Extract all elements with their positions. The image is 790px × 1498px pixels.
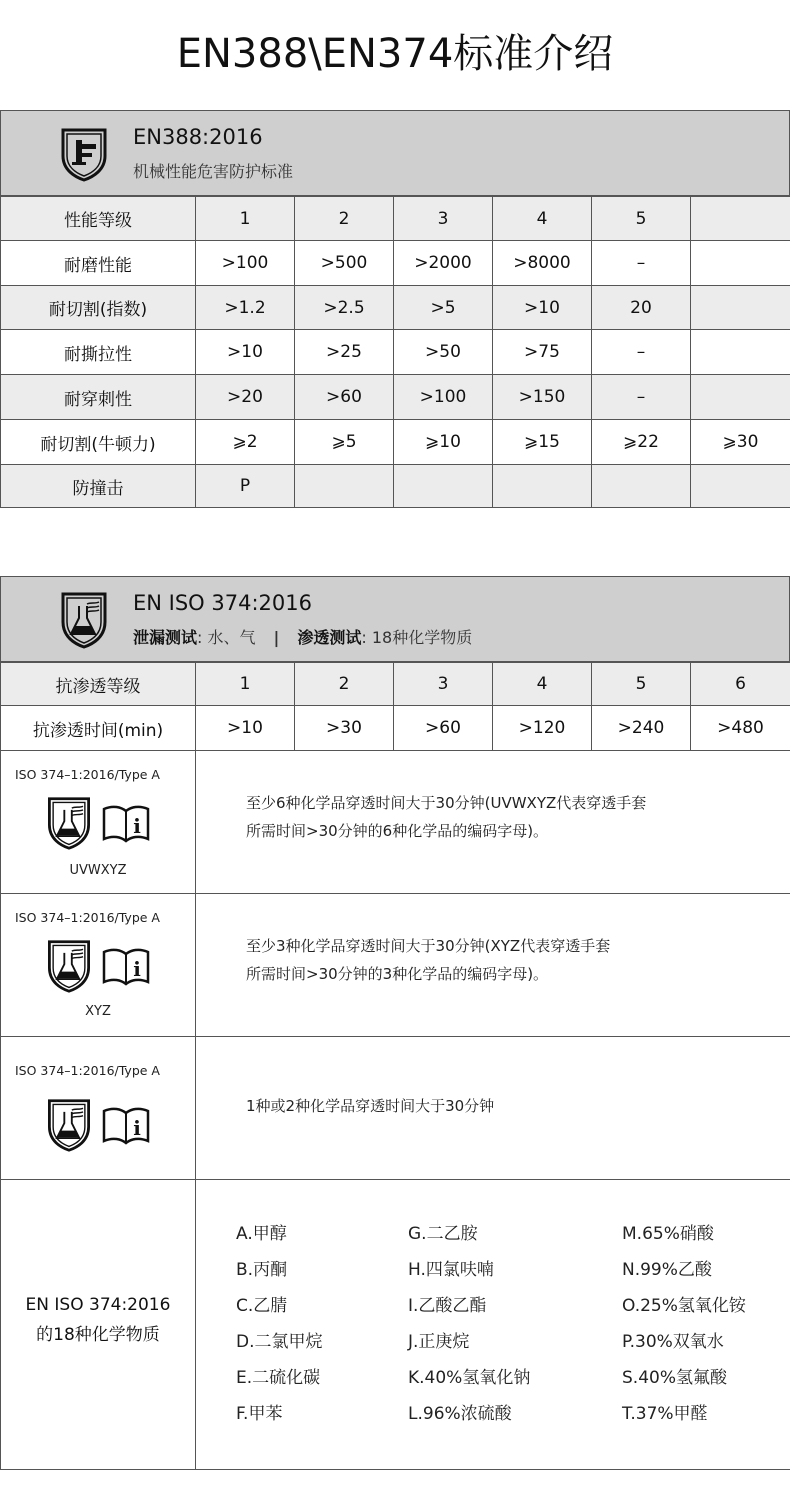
type-desc-cell — [196, 894, 790, 1037]
cell: 1 — [196, 663, 295, 706]
leak-test-label: 泄漏测试 — [133, 628, 198, 647]
cell: – — [592, 330, 691, 375]
cell — [691, 330, 790, 375]
cell: 耐磨性能 — [1, 241, 196, 286]
cell — [592, 465, 691, 508]
description-line: 至少3种化学品穿透时间大于30分钟(XYZ代表穿透手套 — [246, 937, 611, 955]
cell: >100 — [394, 375, 493, 420]
description-line: 所需时间>30分钟的6种化学品的编码字母)。 — [246, 822, 549, 840]
table-row — [1, 375, 790, 420]
description-line: 1种或2种化学品穿透时间大于30分钟 — [246, 1097, 495, 1115]
list-item: O.25%氢氧化铵 — [622, 1296, 746, 1316]
chemicals-label-line: EN ISO 374:2016 — [25, 1295, 171, 1315]
table-row — [1, 894, 790, 1037]
cell: >5 — [394, 286, 493, 330]
flask-shield-icon — [59, 590, 109, 654]
flask-shield-icon — [45, 1097, 93, 1157]
list-item: I.乙酸乙酯 — [408, 1296, 487, 1316]
cell: >60 — [394, 706, 493, 751]
cell: >120 — [493, 706, 592, 751]
cell: 4 — [493, 663, 592, 706]
cell: >1.2 — [196, 286, 295, 330]
en374-type-table — [0, 750, 790, 1470]
cell: >50 — [394, 330, 493, 375]
en388-header — [0, 110, 790, 196]
cell: >30 — [295, 706, 394, 751]
cell: 20 — [592, 286, 691, 330]
list-item: C.乙腈 — [236, 1296, 288, 1316]
chem-list-cell — [196, 1180, 790, 1470]
cell: >10 — [196, 706, 295, 751]
standard-label: ISO 374–1:2016/Type A — [15, 1063, 160, 1078]
cell — [691, 241, 790, 286]
standard-label: ISO 374–1:2016/Type A — [15, 910, 160, 925]
en374-header-row — [1, 663, 790, 706]
cell — [691, 465, 790, 508]
en374-subtitle — [133, 625, 472, 648]
info-book-icon — [101, 803, 151, 847]
cell: >2.5 — [295, 286, 394, 330]
cell: 耐切割(指数) — [1, 286, 196, 330]
standard-label: ISO 374–1:2016/Type A — [15, 767, 160, 782]
cell: 耐穿刺性 — [1, 375, 196, 420]
chemical-code: XYZ — [85, 1004, 111, 1019]
cell: 5 — [592, 663, 691, 706]
table-row — [1, 330, 790, 375]
page-title: EN388\EN374标准介绍 — [176, 31, 614, 77]
icon-group — [45, 938, 151, 998]
chemicals-column — [622, 1222, 746, 1438]
chemicals-column — [236, 1222, 323, 1438]
en388-header-row — [1, 197, 790, 241]
cell — [691, 375, 790, 420]
chemical-code: UVWXYZ — [69, 863, 127, 878]
cell: 1 — [196, 197, 295, 241]
cell — [691, 197, 790, 241]
cell: ⩾5 — [295, 420, 394, 465]
cell: >150 — [493, 375, 592, 420]
en374-title: EN ISO 374:2016 — [133, 591, 312, 615]
cell: >25 — [295, 330, 394, 375]
list-item: N.99%乙酸 — [622, 1260, 712, 1280]
cell: >240 — [592, 706, 691, 751]
flask-shield-icon — [45, 795, 93, 855]
list-item: A.甲醇 — [236, 1224, 287, 1244]
cell: ⩾30 — [691, 420, 790, 465]
svg-text:i: i — [133, 1116, 141, 1140]
cell: 3 — [394, 197, 493, 241]
table-row — [1, 706, 790, 751]
cell — [493, 465, 592, 508]
description-line: 所需时间>30分钟的3种化学品的编码字母)。 — [246, 965, 549, 983]
chemicals-column — [408, 1222, 530, 1438]
svg-text:i: i — [133, 957, 141, 981]
table-row — [1, 286, 790, 330]
cell: >8000 — [493, 241, 592, 286]
cell — [295, 465, 394, 508]
type-description — [246, 932, 610, 988]
cell: 5 — [592, 197, 691, 241]
type-desc-cell — [196, 751, 790, 894]
en388-subtitle: 机械性能危害防护标准 — [133, 162, 294, 181]
cell: 抗渗透等级 — [1, 663, 196, 706]
cell: 性能等级 — [1, 197, 196, 241]
cell: – — [592, 375, 691, 420]
cell: >2000 — [394, 241, 493, 286]
cell: 2 — [295, 663, 394, 706]
type-icon-cell — [1, 751, 196, 894]
cell: P — [196, 465, 295, 508]
en374-level-table — [0, 662, 790, 751]
list-item: L.96%浓硫酸 — [408, 1404, 512, 1424]
svg-text:i: i — [133, 814, 141, 838]
table-row — [1, 465, 790, 508]
cell: >100 — [196, 241, 295, 286]
table-row — [1, 241, 790, 286]
type-desc-cell — [196, 1037, 790, 1180]
list-item: B.丙酮 — [236, 1260, 288, 1280]
permeation-test-value: : 18种化学物质 — [361, 628, 473, 647]
cell: ⩾2 — [196, 420, 295, 465]
table-row — [1, 751, 790, 894]
list-item: H.四氯呋喃 — [408, 1260, 494, 1280]
info-book-icon — [101, 1105, 151, 1149]
cell — [394, 465, 493, 508]
cell: 4 — [493, 197, 592, 241]
list-item: M.65%硝酸 — [622, 1224, 714, 1244]
cell — [691, 286, 790, 330]
cell: ⩾22 — [592, 420, 691, 465]
cell: >75 — [493, 330, 592, 375]
cell: 耐撕拉性 — [1, 330, 196, 375]
permeation-test-label: 渗透测试 — [297, 628, 362, 647]
en388-title: EN388:2016 — [133, 125, 263, 149]
cell: 2 — [295, 197, 394, 241]
type-description — [246, 789, 646, 845]
leak-test-value: : 水、气 — [197, 628, 256, 647]
cell: 3 — [394, 663, 493, 706]
list-item: S.40%氢氟酸 — [622, 1368, 727, 1388]
cell: 抗渗透时间(min) — [1, 706, 196, 751]
list-item: G.二乙胺 — [408, 1224, 478, 1244]
list-item: E.二硫化碳 — [236, 1368, 321, 1388]
list-item: J.正庚烷 — [408, 1332, 470, 1352]
description-line: 至少6种化学品穿透时间大于30分钟(UVWXYZ代表穿透手套 — [246, 794, 647, 812]
info-book-icon — [101, 946, 151, 990]
table-row — [1, 420, 790, 465]
list-item: K.40%氢氧化钠 — [408, 1368, 531, 1388]
cell: 耐切割(牛顿力) — [1, 420, 196, 465]
list-item: F.甲苯 — [236, 1404, 283, 1424]
cell: >500 — [295, 241, 394, 286]
table-row — [1, 1037, 790, 1180]
hammer-shield-icon — [59, 126, 109, 186]
cell: >10 — [493, 286, 592, 330]
chemicals-label-line: 的18种化学物质 — [36, 1325, 160, 1345]
cell: 6 — [691, 663, 790, 706]
cell: >480 — [691, 706, 790, 751]
icon-group — [45, 1097, 151, 1157]
type-description — [246, 1092, 494, 1120]
table-row — [1, 1180, 790, 1470]
list-item: P.30%双氧水 — [622, 1332, 724, 1352]
list-item: T.37%甲醛 — [622, 1404, 708, 1424]
cell: >20 — [196, 375, 295, 420]
cell: ⩾15 — [493, 420, 592, 465]
type-icon-cell — [1, 1037, 196, 1180]
en388-table — [0, 196, 790, 508]
list-item: D.二氯甲烷 — [236, 1332, 323, 1352]
en374-header — [0, 576, 790, 662]
flask-shield-icon — [45, 938, 93, 998]
cell: ⩾10 — [394, 420, 493, 465]
cell: >10 — [196, 330, 295, 375]
chemicals-label — [1, 1290, 195, 1350]
icon-group — [45, 795, 151, 855]
cell: – — [592, 241, 691, 286]
cell: 防撞击 — [1, 465, 196, 508]
chem-label-cell — [1, 1180, 196, 1470]
separator: | — [273, 628, 280, 647]
type-icon-cell — [1, 894, 196, 1037]
cell: >60 — [295, 375, 394, 420]
